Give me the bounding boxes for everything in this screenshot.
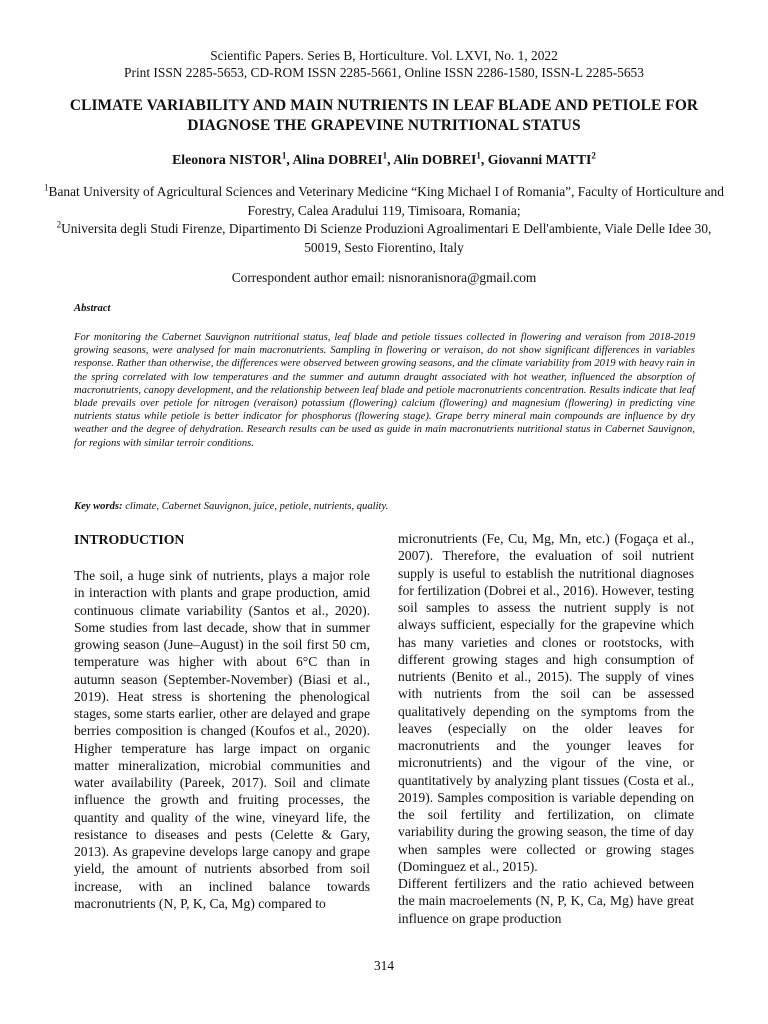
- abstract-text: For monitoring the Cabernet Sauvignon nutritional status, leaf blade and petiole tissues collected in flowering and veraison from 2018-2019 growing seasons, were analysed for main macronutrients. Sampling in flowering or veraison, do not show significant differences in variables response. Rather than otherwise, the differences were observed between growing seasons, and the climate variability from 2019 with heavy rain in the spring correlated with low temperatures and the summer and autumn draught associated with hot weather, influenced the absorption of macronutrients, canopy development, and the relationship between leaf blade and petiole macronutrients concentration. Results indicate that leaf blade prevails over petiole for nitrogen (veraison) potassium (flowering) calcium (flowering) and magnesium (flowering) in predicting vine nutrients status while petiole is better indicator for phosphorus (flowering stage). Grape berry mineral main compounds are influence by dry weather and the degree of dehydration. Research results can be used as guide in main macronutrients nutritional status in Cabernet Sauvignon, for regions with similar terroir conditions.: [74, 332, 695, 449]
- keywords: [74, 500, 695, 513]
- author: Giovanni MATTI$^2$: [487, 150, 596, 167]
- body-paragraph: The soil, a huge sink of nutrients, plays a major role in interaction with plants and grape production, amid continuous climate variability (Santos et al., 2020). Some studies from last decade, show that in summer growing season (June–August) in the soil first 50 cm, temperature was higher with about 6°C than in autumn season (September-November) (Biasi et al., 2019). Heat stress is shortening the phenological stages, some starts earlier, other are delayed and grape berries composition is changed (Koufos et al., 2020). Higher temperature has large impact on organic matter mineralization, microbial communities and water availability (Pareek, 2017). Soil and climate influence the growth and fruiting processes, the quantity and quality of the wine, vineyard life, the resistance to diseases and pests (Celette & Gary, 2013). As grapevine develops large canopy and grape yield, the amount of nutrients absorbed from soil increase, with an inclined balance towards macronutrients (N, P, K, Ca, Mg) compared to: [74, 568, 370, 911]
- author: Alin DOBREI$^1$,: [393, 150, 488, 167]
- body-paragraph: Different fertilizers and the ratio achieved between the main macroelements (N, P, K, Ca, Mg) have great influence on grape production: [398, 876, 694, 926]
- page-number: 314: [373, 958, 395, 973]
- paper-title: CLIMATE VARIABILITY AND MAIN NUTRIENTS IN LEAF BLADE AND PETIOLE FOR DIAGNOSE THE GRAPEVINE NUTRITIONAL STATUS: [69, 97, 699, 134]
- journal-header: [0, 47, 768, 81]
- column-left: [74, 531, 370, 912]
- journal-issn-line: Print ISSN 2285-5653, CD-ROM ISSN 2285-5661, Online ISSN 2286-1580, ISSN-L 2285-5653: [124, 65, 644, 80]
- keywords-label: Key words:: [74, 501, 123, 512]
- journal-series-line: Scientific Papers. Series B, Horticulture. Vol. LXVI, No. 1, 2022: [210, 48, 558, 63]
- keywords-text: climate, Cabernet Sauvignon, juice, petiole, nutrients, quality.: [122, 501, 389, 512]
- correspondent-email: Correspondent author email: nisnoranisnora@gmail.com: [231, 270, 537, 285]
- affiliation: $^2$Universita degli Studi Firenze, Dipartimento Di Scienze Produzioni Agroalimentari E Dell'ambiente, Viale Delle Idee 30, 50019, Sesto Fiorentino, Italy: [56, 219, 712, 255]
- author: Alina DOBREI$^1$,: [292, 150, 394, 167]
- author: Eleonora NISTOR$^1$,: [172, 150, 293, 167]
- affiliation: $^1$Banat University of Agricultural Sciences and Veterinary Medicine “King Michael I of Romania”, Faculty of Horticulture and Forestry, Calea Aradului 119, Timisoara, Romania;: [44, 182, 724, 218]
- abstract-heading: Abstract: [74, 303, 111, 314]
- affiliations: [40, 183, 728, 257]
- section-heading-introduction: INTRODUCTION: [74, 532, 185, 547]
- author-list: [0, 151, 768, 169]
- body-paragraph: micronutrients (Fe, Cu, Mg, Mn, etc.) (Fogaça et al., 2007). Therefore, the evaluation of soil nutrient supply is useful to establish the nutritional diagnoses for fertilization (Dobrei et al., 2016). However, testing soil samples to assess the nutrient supply is not always sufficient, especially for the grapevine which has many varieties and clones or rootstocks, with different growing stages and high consumption of nutrients (Benito et al., 2015). The supply of vines with nutrients from the soil can be assessed qualitatively depending on the symptoms from the leaves (especially on the older leaves for macronutrients and the younger leaves for micronutrients) and the vigour of the vine, or quantitatively by analyzing plant tissues (Costa et al., 2019). Samples composition is variable depending on the soil fertility and fertilization, on climate variability during the growing season, the time of day when samples were collected or growing stages (Dominguez et al., 2015).: [398, 531, 694, 874]
- column-right: [398, 530, 694, 927]
